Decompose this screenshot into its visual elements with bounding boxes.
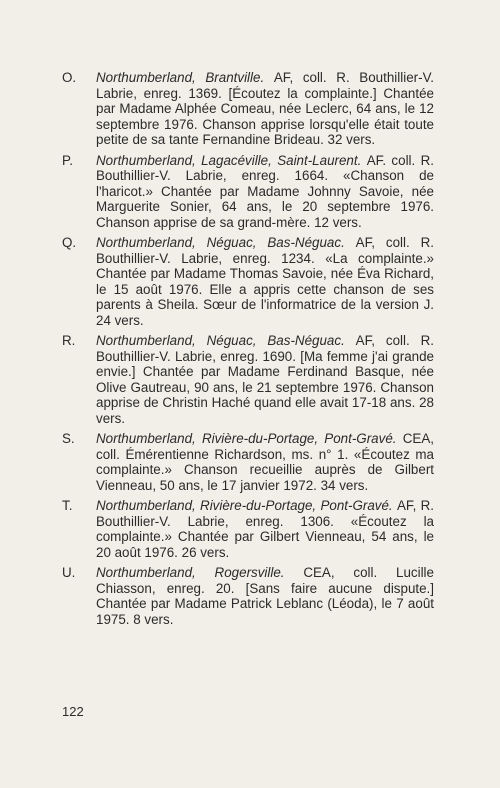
version-details: AF, coll. R. Bouthillier-V. Labrie, enreg. 1690. [Ma femme j'ai grande envie.] Chantée par Madame Ferdinand Basque, née Olive Gautreau, 90 ans, le 21 septembre 1976. Chanson apprise de Christin Haché quand elle avait 17-18 ans. 28 vers.: [96, 333, 434, 426]
version-entry-s: [62, 431, 434, 493]
version-letter: S.: [62, 431, 75, 446]
version-letter: T.: [62, 498, 73, 513]
version-letter: P.: [62, 152, 73, 168]
version-entry-u: [62, 565, 434, 627]
version-list: [62, 70, 434, 632]
version-details: CEA, coll. Émérentienne Richardson, ms. n° 1. «Écoutez ma complainte.» Chanson recueillie auprès de Gilbert Vienneau, 50 ans, le 17 janvier 1972. 34 vers.: [96, 431, 434, 493]
version-details: AF, R. Bouthillier-V. Labrie, enreg. 1306. «Écoutez la complainte.» Chantée par Gilbert Vienneau, 54 ans, le 20 août 1976. 26 vers.: [96, 498, 434, 560]
version-location: Northumberland, Lagacéville, Saint-Laurent.: [96, 152, 367, 168]
version-letter: U.: [62, 565, 76, 580]
version-entry-o: [62, 70, 434, 148]
version-location: Northumberland, Rivière-du-Portage, Pont-Gravé.: [96, 498, 397, 513]
version-entry-p: [62, 153, 434, 231]
version-details: AF, coll. R. Bouthillier-V. Labrie, enreg. 1234. «La complainte.» Chantée par Madame Thomas Savoie, née Éva Richard, le 15 août 1976. Elle a appris cette chanson de ses parents à Sheila. Sœur de l'informatrice de la version J. 24 vers.: [96, 235, 434, 328]
version-letter: O.: [62, 70, 77, 85]
version-location: Northumberland, Rivière-du-Portage, Pont-Gravé.: [96, 431, 403, 446]
version-details: AF, coll. R. Bouthillier-V. Labrie, enreg. 1369. [Écoutez la complainte.] Chantée par Madame Alphée Comeau, née Leclerc, 64 ans, le 12 septembre 1976. Chanson apprise lorsqu'elle était toute petite de sa tante Fernandine Brideau. 32 vers.: [96, 70, 434, 147]
version-entry-r: [62, 333, 434, 426]
version-entry-q: [62, 235, 434, 328]
version-letter: Q.: [62, 235, 77, 250]
version-location: Northumberland, Brantville.: [96, 70, 274, 85]
version-letter: R.: [62, 333, 76, 348]
version-location: Northumberland, Néguac, Bas-Néguac.: [96, 235, 356, 250]
version-location: Northumberland, Rogersville.: [96, 565, 304, 580]
version-location: Northumberland, Néguac, Bas-Néguac.: [96, 333, 356, 348]
page-number: 122: [62, 704, 84, 719]
version-details: AF. coll. R. Bouthillier-V. Labrie, enreg. 1664. «Chanson de l'haricot.» Chantée par Madame Johnny Savoie, née Marguerite Sonier, 64 ans, le 20 septembre 1976. Chanson apprise de sa grand-mère. 12 vers.: [96, 152, 434, 230]
version-entry-t: [62, 498, 434, 560]
version-details: CEA, coll. Lucille Chiasson, enreg. 20. [Sans faire aucune dispute.] Chantée par Madame Patrick Leblanc (Léoda), le 7 août 1975. 8 vers.: [96, 565, 434, 627]
